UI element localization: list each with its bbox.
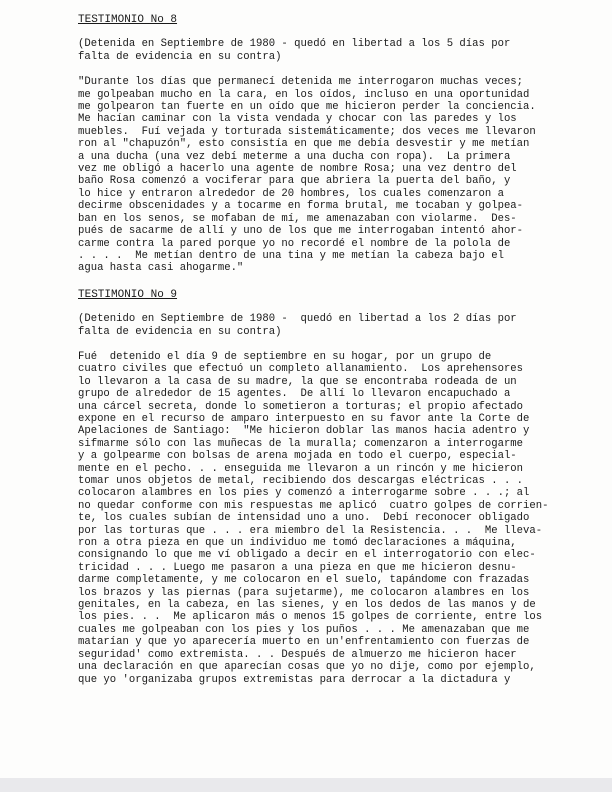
text-line: darme completamente, y me colocaron en el suelo, tapándome con frazadas [78, 574, 530, 587]
text-line: grupo de alrededor de 15 agentes. De allí lo llevaron encapuchado a [78, 388, 511, 401]
text-line: decirme obscenidades y a tocarme en forma brutal, me tocaban y golpea- [78, 200, 524, 213]
text-line: muebles. Fuí vejada y torturada sistemáticamente; dos veces me llevaron [78, 125, 536, 138]
text-line: consignando lo que me ví obligado a decir en el interrogatorio con elec- [78, 549, 536, 562]
text-line: . . . . Me metían dentro de una tina y me metían la cabeza bajo el [78, 249, 504, 262]
text-line: tomar unos objetos de metal, recibiendo dos descargas eléctricas . . . [78, 475, 524, 487]
text-line: cuatro civiles que efectuó un completo allanamiento. Los aprehensores [78, 363, 524, 376]
text-line: ban en los senos, se mofaban de mí, me amenazaban con violarme. Des- [78, 212, 517, 225]
text-line: "Durante los días que permanecí detenida me interrogaron muchas veces; [78, 76, 524, 89]
text-line: agua hasta casi ahogarme." [78, 262, 244, 275]
text-line: una declaración en que aparecían cosas que yo no dije, como por ejemplo, [78, 661, 536, 674]
text-line: pués de sacarme de allí y uno de los que me interrogaban intentó ahor- [78, 225, 524, 238]
text-line: carme contra la pared porque yo no recordé el nombre de la polola de [78, 237, 511, 250]
text-line: matarían y que yo aparecería muerto en un'enfrentamiento con fuerzas de [78, 636, 530, 649]
subtitle-line: falta de evidencia en su contra) [78, 50, 282, 63]
text-line: por las torturas que . . . era miembro del la Resistencia. . . Me lleva- [78, 524, 543, 537]
text-line: genitales, en la cabeza, en las sienes, y en los dedos de las manos y de [78, 599, 536, 612]
text-line: vez me obligó a hacerlo una agente de nombre Rosa; una vez dentro del [78, 163, 517, 176]
text-line: Me hacían caminar con la vista vendada y chocar con las paredes y los [78, 113, 517, 126]
text-line: a una ducha (una vez debí meterme a una ducha con ropa). La primera [78, 150, 511, 163]
text-line: colocaron alambres en los pies y comenzó a interrogarme sobre . . .; al [78, 487, 530, 500]
text-line: mente en el pecho. . . enseguida me llevaron a un rincón y me hicieron [78, 462, 524, 475]
text-line: baño Rosa comenzó a vociferar para que abriera la puerta del baño, y [78, 175, 511, 188]
text-line: expone en el recurso de amparo interpuesto en su favor ante la Corte de [78, 412, 530, 425]
testimonio-9-text [78, 351, 578, 686]
text-line: Fué detenido el día 9 de septiembre en su hogar, por un grupo de [78, 350, 492, 363]
text-line: no quedar conforme con mis respuestas me aplicó cuatro golpes de corrien- [78, 499, 549, 512]
text-line: te, los cuales subían de intensidad uno a uno. Debí reconocer obligado [78, 512, 530, 525]
document-body [78, 14, 578, 686]
text-line: los brazos y las piernas (para sujetarme), me colocaron alambres en los [78, 586, 530, 599]
testimonio-8-section [78, 14, 578, 275]
testimonio-9-heading: TESTIMONIO No 9 [78, 288, 178, 301]
subtitle-line: (Detenido en Septiembre de 1980 - quedó en libertad a los 2 días por [78, 313, 517, 326]
text-line: ron al "chapuzón", esto consistía en que me debía desvestir y me metían [78, 138, 530, 151]
testimonio-9-section [78, 289, 578, 686]
text-line: los pies. . . Me aplicaron más o menos 15 golpes de corriente, entre los [78, 611, 543, 624]
subtitle-line: falta de evidencia en su contra) [78, 325, 282, 338]
testimonio-9-subtitle [78, 313, 578, 338]
text-line: y a golpearme con bolsas de arena mojada en todo el cuerpo, especial- [78, 450, 517, 463]
text-line: tricidad . . . Luego me pasaron a una pieza en que me hicieron desnu- [78, 561, 517, 574]
testimonio-8-heading: TESTIMONIO No 8 [78, 14, 178, 26]
text-line: sifmarme sólo con las muñecas de la muralla; comenzaron a interrogarme [78, 437, 524, 450]
text-line: seguridad' como extremista. . . Después de almuerzo me hicieron hacer [78, 648, 517, 661]
text-line: me golpeaban mucho en la cara, en los oídos, incluso en una oportunidad [78, 88, 530, 101]
text-line: ron a otra pieza en que un individuo me tomó declaraciones a máquina, [78, 537, 517, 550]
text-line: lo hice y entraron alrededor de 20 hombres, los cuales comenzaron a [78, 187, 504, 200]
text-line: cuales me golpeaban con los pies y los puños . . . Me amenazaban que me [78, 623, 530, 636]
scan-bottom-edge [0, 778, 612, 792]
text-line: una cárcel secreta, donde lo sometieron a torturas; el propio afectado [78, 400, 524, 413]
text-line: lo llevaron a la casa de su madre, la que se encontraba rodeada de un [78, 375, 517, 388]
testimonio-8-subtitle [78, 38, 578, 63]
text-line: que yo 'organizaba grupos extremistas para derrocar a la dictadura y [78, 673, 511, 686]
testimonio-8-text [78, 76, 578, 275]
text-line: me golpearon tan fuerte en un oído que me hicieron perder la conciencia. [78, 101, 536, 114]
text-line: Apelaciones de Santiago: "Me hicieron doblar las manos hacia adentro y [78, 425, 530, 438]
subtitle-line: (Detenida en Septiembre de 1980 - quedó en libertad a los 5 días por [78, 38, 511, 51]
